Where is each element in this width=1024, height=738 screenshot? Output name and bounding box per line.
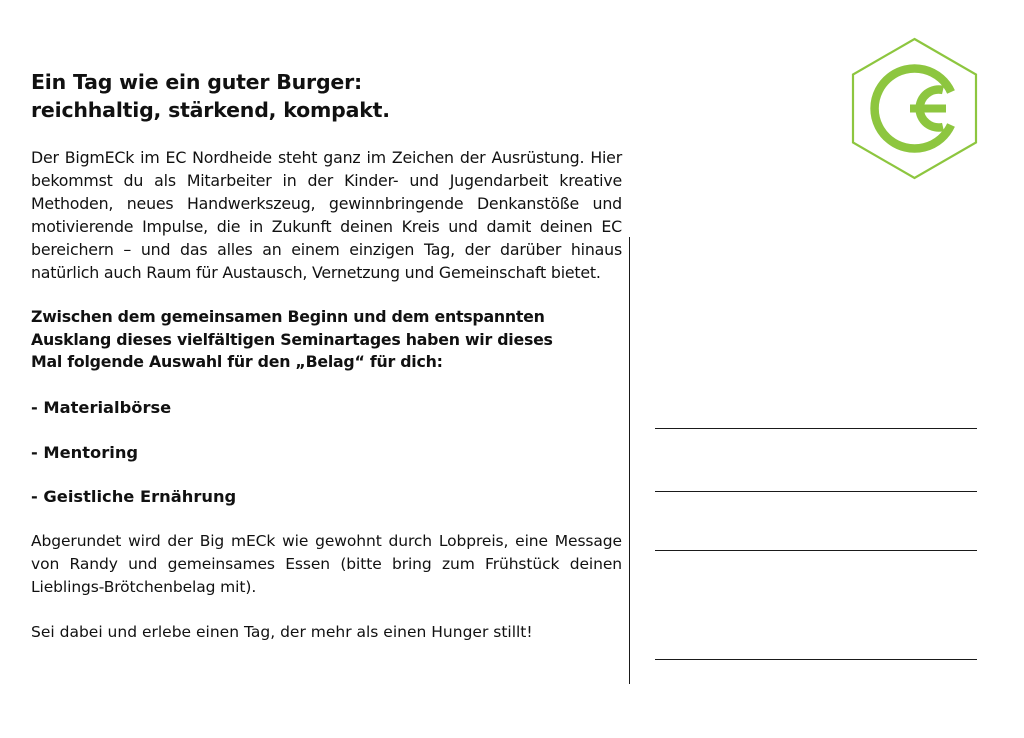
program-intro-line-3: Mal folgende Auswahl für den „Belag“ für dich: bbox=[31, 352, 443, 372]
ec-logo bbox=[850, 37, 979, 180]
program-intro-line-2: Ausklang dieses vielfältigen Seminartages haben wir dieses bbox=[31, 329, 553, 349]
list-item-mentoring: - Mentoring bbox=[31, 442, 139, 462]
list-item-geistliche-ernaehrung: - Geistliche Ernährung bbox=[31, 487, 237, 507]
headline bbox=[31, 68, 622, 124]
list-item-materialboerse: - Materialbörse bbox=[31, 398, 172, 418]
address-line-1 bbox=[655, 428, 977, 429]
final-line: Sei dabei und erlebe einen Tag, der mehr als einen Hunger stillt! bbox=[31, 623, 533, 642]
program-intro bbox=[31, 306, 622, 374]
program-intro-line-1: Zwischen dem gemeinsamen Beginn und dem entspannten bbox=[31, 307, 545, 326]
headline-line-2: reichhaltig, stärkend, kompakt. bbox=[31, 98, 390, 122]
address-line-3 bbox=[655, 550, 977, 551]
closing-paragraph: Abgerundet wird der Big mECk wie gewohnt durch Lobpreis, eine Message von Randy und gemeinsames Essen (bitte bring zum Frühstück deinen Lieblings-Brötchenbelag mit). bbox=[31, 532, 622, 597]
headline-line-1: Ein Tag wie ein guter Burger: bbox=[31, 70, 363, 94]
address-line-4 bbox=[655, 659, 977, 660]
e-bar bbox=[910, 105, 946, 113]
intro-paragraph: Der BigmECk im EC Nordheide steht ganz im Zeichen der Ausrüstung. Hier bekommst du als Mitarbeiter in der Kinder- und Jugendarbeit kreative Methoden, neues Handwerkszeug, gewinnbringende Denkanstöße und motivierende Impulse, die in Zukunft deinen Kreis und damit deinen EC bereichern – und das alles an einem einzigen Tag, der darüber hinaus natürlich auch Raum für Austausch, Vernetzung und Gemeinschaft bietet. bbox=[31, 148, 622, 282]
vertical-divider bbox=[629, 237, 630, 684]
program-list bbox=[31, 397, 622, 508]
ec-hexagon-logo-icon bbox=[850, 37, 979, 180]
address-line-2 bbox=[655, 491, 977, 492]
message-column bbox=[31, 68, 622, 644]
